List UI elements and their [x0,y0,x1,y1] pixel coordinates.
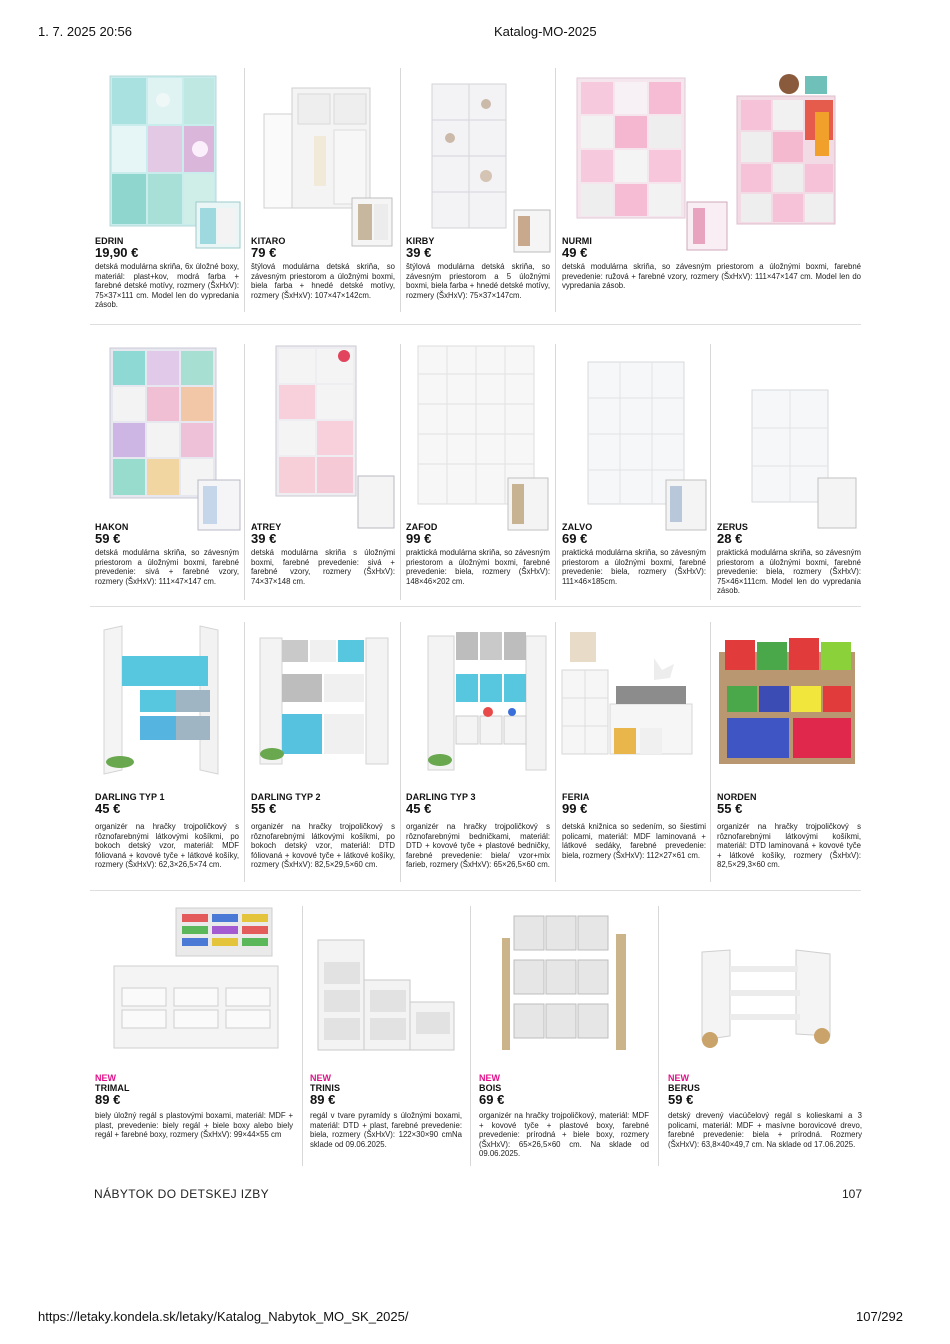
product-price: 45 € [406,801,432,816]
product-description: biely úložný regál s plastovými boxami, materiál: MDF + plast, prevedenie: biely regál + biele boxy alebo biely regál + farebné boxy, rozmery (ŠxHxV): 99×44×55 cm [95,1111,293,1140]
product-price: 89 € [310,1092,336,1107]
bois-product-image [500,912,630,1058]
product-price: 28 € [717,531,743,546]
product-card-trinis [310,1073,462,1149]
product-description: regál v tvare pyramídy s úložnými boxami, materiál: DTD + plast, farebné prevedenie: biela, rozmery (ŠxHxV): 122×30×90 cmNa sklade od 09.06.2025. [310,1111,462,1149]
darling-typ-1-product-image [100,622,240,782]
product-name: KIRBY [406,236,435,246]
footer-url[interactable]: https://letaky.kondela.sk/letaky/Katalog_Nabytok_MO_SK_2025/ [38,1309,409,1324]
product-card-hakon [95,522,239,586]
column-divider [400,344,401,600]
new-badge: NEW [668,1073,689,1083]
product-name: ZALVO [562,522,593,532]
product-description: organizér na hračky trojpoličkový s rôznofarebnými bedničkami, materiál: DTD + kovové tyče + plastové bedničky, farebné prevedenie: biela/ vzor+mix farieb, rozmery (ŠxHxV): 65×26,5×60 cm. [406,822,550,870]
product-card-kitaro [251,236,395,300]
product-price: 99 € [562,801,588,816]
product-name: DARLING TYP 2 [251,792,321,802]
product-name: ATREY [251,522,282,532]
product-name: EDRIN [95,236,124,246]
trinis-product-image [316,936,458,1054]
product-card-kirby [406,236,550,300]
new-badge: NEW [95,1073,116,1083]
product-card-feria [562,792,706,860]
product-card-norden [717,792,861,870]
row-divider [90,890,861,891]
kirby-product-image [428,80,553,254]
product-card-atrey [251,522,395,586]
darling-typ-3-product-image [424,628,550,778]
product-price: 55 € [251,801,277,816]
product-name: BERUS [668,1083,701,1093]
product-description: štýlová modulárna detská skriňa, so závesným priestorom a úložnými boxmi, biela farba + hnedé detské motívy, rozmery (ŠxHxV): 107×47×142cm. [251,262,395,300]
product-description: organizér na hračky trojpoličkový s rôznofarebnými látkovými košíkmi, po bokoch detský vzor, materiál: DTD fóliovaná + kovové tyče + látkové košíky, rozmery (ŠxHxV): 82,5×29,5×60 cm. [251,822,395,870]
darling-typ-2-product-image [254,632,396,772]
product-price: 89 € [95,1092,121,1107]
product-price: 49 € [562,245,588,260]
product-card-zafod [406,522,550,586]
zalvo-product-image [584,358,710,532]
column-divider [658,906,659,1166]
edrin-product-image [108,74,243,252]
product-name: ZERUS [717,522,749,532]
product-description: detská modulárna skriňa s úložnými boxmi, farebné prevedenie: sivá + farebné vzory, rozmery (ŠxHxV): 74×37×148 cm. [251,548,395,586]
product-name: HAKON [95,522,129,532]
product-card-darling-typ-1 [95,792,239,870]
product-price: 39 € [251,531,277,546]
column-divider [555,622,556,882]
product-card-zalvo [562,522,706,586]
page-number: 107 [842,1187,863,1201]
product-card-darling-typ-2 [251,792,395,870]
product-name: DARLING TYP 1 [95,792,165,802]
section-title: NÁBYTOK DO DETSKEJ IZBY [94,1187,270,1201]
product-description: detská modulárna skriňa, so závesným priestorom a úložnými boxmi, farebné prevedenie: sivá + farebné vzory, rozmery (ŠxHxV): 111×47×147 cm. [95,548,239,586]
kitaro-product-image [256,80,396,252]
product-description: organizér na hračky trojpoličkový s rôznofarebnými látkovými košíkmi, po bokoch detský vzor, materiál: MDF fóliovaná + kovové tyče + látkové košíky, rozmery (ŠxHxV): 62,3×26,5×74 cm. [95,822,239,870]
column-divider [470,906,471,1166]
print-datetime: 1. 7. 2025 20:56 [38,24,132,39]
document-title: Katalog-MO-2025 [494,24,597,39]
new-badge: NEW [310,1073,331,1083]
product-card-edrin [95,236,239,310]
new-badge: NEW [479,1073,500,1083]
product-price: 59 € [668,1092,694,1107]
product-name: FERIA [562,792,590,802]
column-divider [710,344,711,600]
norden-product-image [715,636,861,766]
product-price: 19,90 € [95,245,139,260]
feria-product-image [558,630,708,760]
product-description: detská knižnica so sedením, so šiestimi policami, materiál: MDF laminovaná + látkové sedáky, farebné prevedenie: biela, rozmery (ŠxHxV): 112×27×61 cm. [562,822,706,860]
zafod-product-image [414,344,550,532]
product-description: detská modulárna skriňa, so závesným priestorom a úložnými boxmi, farebné prevedenie: ružová + farebné vzory, rozmery (ŠxHxV): 111×47×147 cm. Model len do vypredania zásob. [562,262,861,291]
product-description: detský drevený viacúčelový regál s kolieskami a 3 policami, materiál: MDF + masívne borovicové drevo, farebné prevedenie: biela + prírodná. Rozmery (ŠxHxV): 63,8×40×49,7 cm. Na sklade od 17.06.2025. [668,1111,862,1149]
row-divider [90,606,861,607]
product-description: organizér na hračky trojpoličkový, materiál: MDF + kovové tyče + plastové boxy, farebné prevedenie: prírodná + biele boxy, rozmery (ŠxHxV): 65×26,5×60 cm. Na sklade od 09.06.2025. [479,1111,649,1159]
product-price: 55 € [717,801,743,816]
column-divider [555,68,556,312]
product-description: praktická modulárna skriňa, so závesným priestorom a úložnými boxmi, farebné prevedenie: biela, rozmery (ŠxHxV): 111×46×185cm. [562,548,706,586]
footer-page-count: 107/292 [856,1309,903,1324]
product-price: 45 € [95,801,121,816]
column-divider [400,622,401,882]
column-divider [244,68,245,312]
product-price: 79 € [251,245,277,260]
row-divider [90,324,861,325]
column-divider [400,68,401,312]
product-description: praktická modulárna skriňa, so závesným priestorom a úložnými boxmi, farebné prevedenie: biela, rozmery (ŠxHxV): 148×46×202 cm. [406,548,550,586]
product-name: BOIS [479,1083,502,1093]
product-card-darling-typ-3 [406,792,550,870]
product-price: 39 € [406,245,432,260]
product-card-trimal [95,1073,293,1140]
zerus-product-image [748,386,860,532]
product-description: detská modulárna skriňa, 6x úložné boxy, materiál: plast+kov, modrá farba + farebné detské motívy, rozmery (ŠxHxV): 75×37×111 cm. Model len do vypredania zásob. [95,262,239,310]
product-price: 59 € [95,531,121,546]
product-description: štýlová modulárna detská skriňa, so závesným priestorom a 5 úložnými boxmi, biela farba + hnedé detské motívy, rozmery (ŠxHxV): 75×37×147cm. [406,262,550,300]
column-divider [555,344,556,600]
column-divider [244,622,245,882]
product-price: 69 € [479,1092,505,1107]
product-card-nurmi [562,236,861,291]
product-name: DARLING TYP 3 [406,792,476,802]
product-name: KITARO [251,236,286,246]
column-divider [710,622,711,882]
product-card-zerus [717,522,861,596]
nurmi-product-image [575,72,855,254]
hakon-product-image [108,346,243,532]
column-divider [244,344,245,600]
atrey-product-image [272,342,397,532]
product-card-bois [479,1073,649,1159]
product-name: NURMI [562,236,592,246]
column-divider [302,906,303,1166]
product-description: praktická modulárna skriňa, so závesným priestorom a úložnými boxmi, farebné prevedenie: biela, rozmery (ŠxHxV): 75×46×111cm. Model len do vypredania zásob. [717,548,861,596]
product-price: 69 € [562,531,588,546]
product-price: 99 € [406,531,432,546]
product-description: organizér na hračky trojpoličkový s rôznofarebnými látkovými košíkmi, materiál: DTD laminovaná + kovové tyče + látkové košíky, rozmery (ŠxHxV): 82,5×29,3×60 cm. [717,822,861,870]
product-name: TRIMAL [95,1083,130,1093]
product-name: NORDEN [717,792,757,802]
trimal-product-image [112,906,282,1050]
product-card-berus [668,1073,862,1149]
product-name: TRINIS [310,1083,341,1093]
product-name: ZAFOD [406,522,438,532]
berus-product-image [696,946,836,1050]
